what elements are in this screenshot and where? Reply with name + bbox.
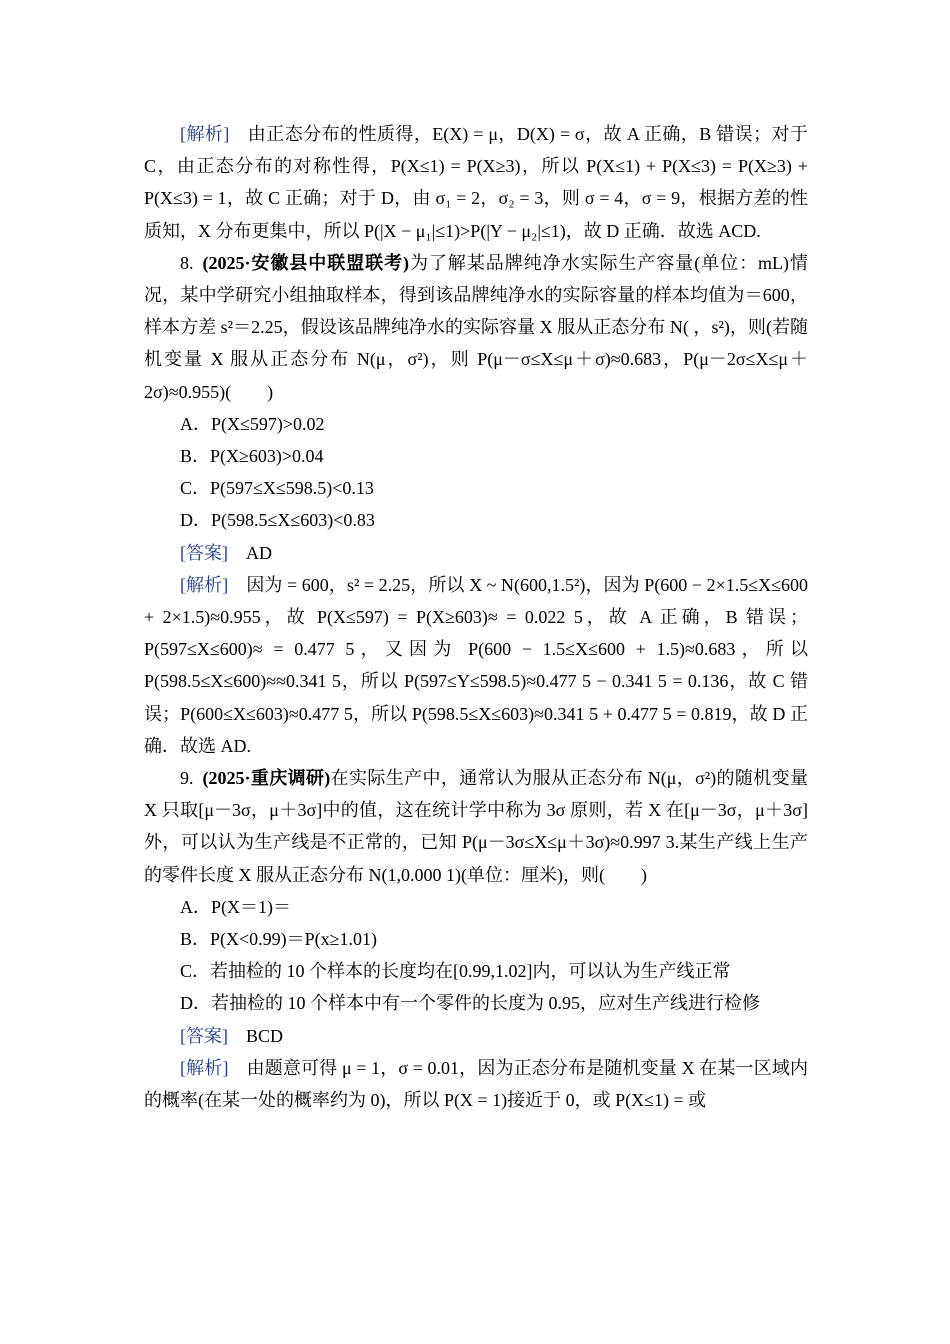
question-text: 为了解某品牌纯净水实际生产容量(单位：mL)情况，某中学研究小组抽取样本，得到该品牌纯净水的实际容量的样本均值为＝600，样本方差 s²＝2.25，假设该品牌纯净水的实际容量 X 服从正态分布 N( ，s²)，则(若随机变量 X 服从正态分布 N(μ，σ²)，则 P(μ－σ≤X≤μ＋σ)≈0.683，P(μ－2σ≤X≤μ＋2σ)≈0.955)( ) bbox=[144, 252, 808, 402]
analysis-tag: [解析] bbox=[180, 1057, 229, 1078]
option-b: B．P(X<0.99)＝P(x≥1.01) bbox=[180, 929, 378, 950]
analysis-tag: [解析] bbox=[180, 124, 230, 144]
analysis-paragraph bbox=[144, 569, 808, 762]
question-number: 9. bbox=[180, 768, 194, 789]
question-source: (2025·安徽县中联盟联考) bbox=[202, 252, 410, 273]
option-d: D．若抽检的 10 个样本中有一个零件的长度为 0.95，应对生产线进行检修 bbox=[180, 993, 760, 1014]
analysis-text: 因为 = 600，s² = 2.25，所以 X ~ N(600,1.5²)，因为 P(600 − 2×1.5≤X≤600 + 2×1.5)≈0.955，故 P(X≤597) = P(X≥603)≈ = 0.022 5，故 A 正确，B 错误；P(597≤X≤600)≈ = 0.477 5，又因为 P(600 − 1.5≤X≤600 + 1.5)≈0.683，所以 P(598.5≤X≤600)≈≈0.341 5，所以 P(597≤Y≤598.5)≈0.477 5 − 0.341 5 = 0.136，故 C 错误；P(600≤X≤603)≈0.477 5，所以 P(598.5≤X≤603)≈0.341 5 + 0.477 5 = 0.819，故 D 正确．故选 AD. bbox=[144, 574, 808, 756]
answer-text: AD bbox=[246, 542, 272, 563]
analysis-paragraph bbox=[144, 1052, 808, 1116]
option-a: A．P(X≤597)>0.02 bbox=[180, 413, 325, 434]
option-c: C．P(597≤X≤598.5)<0.13 bbox=[180, 478, 374, 499]
analysis-tag: [解析] bbox=[180, 574, 229, 595]
question-number: 8. bbox=[180, 252, 194, 273]
question-8 bbox=[144, 247, 808, 408]
analysis-text: 由题意可得 μ = 1，σ = 0.01，因为正态分布是随机变量 X 在某一区域内的概率(在某一处的概率约为 0)，所以 P(X = 1)接近于 0，或 P(X≤1) = 或 bbox=[144, 1057, 808, 1111]
option-c: C．若抽检的 10 个样本的长度均在[0.99,1.02]内，可以认为生产线正常 bbox=[180, 961, 731, 982]
document-page bbox=[144, 118, 808, 1116]
answer-text: BCD bbox=[246, 1025, 284, 1046]
option-b: B．P(X≥603)>0.04 bbox=[180, 446, 324, 467]
question-source: (2025·重庆调研) bbox=[202, 768, 331, 789]
answer-paragraph bbox=[144, 537, 808, 569]
option-a: A．P(X＝1)＝ bbox=[180, 896, 291, 917]
answer-tag: [答案] bbox=[180, 1025, 228, 1046]
answer-tag: [答案] bbox=[180, 542, 228, 563]
answer-paragraph bbox=[144, 1020, 808, 1052]
question-9 bbox=[144, 762, 808, 891]
analysis-text: 由正态分布的性质得，E(X) = μ，D(X) = σ，故 A 正确，B 错误；对于C，由正态分布的对称性得，P(X≤1) = P(X≥3)，所以 P(X≤1) + P(X≤3) = P(X≥3) + P(X≤3) = 1，故 C 正确；对于 D，由 σ₁ = 2，σ₂ = 3，则 σ = 4，σ = 9，根据方差的性质知，X 分布更集中，所以 P(|X − μ₁|≤1)>P(|Y − μ₂|≤1)，故 D 正确．故选 ACD. bbox=[144, 124, 808, 241]
question-text: 在实际生产中，通常认为服从正态分布 N(μ，σ²)的随机变量 X 只取[μ－3σ，μ＋3σ]中的值，这在统计学中称为 3σ 原则，若 X 在[μ－3σ，μ＋3σ]外，可以认为生产线是不正常的，已知 P(μ－3σ≤X≤μ＋3σ)≈0.997 3.某生产线上生产的零件长度 X 服从正态分布 N(1,0.000 1)(单位：厘米)，则( ) bbox=[144, 768, 808, 885]
analysis-paragraph bbox=[144, 118, 808, 247]
option-d: D．P(598.5≤X≤603)<0.83 bbox=[180, 510, 375, 531]
